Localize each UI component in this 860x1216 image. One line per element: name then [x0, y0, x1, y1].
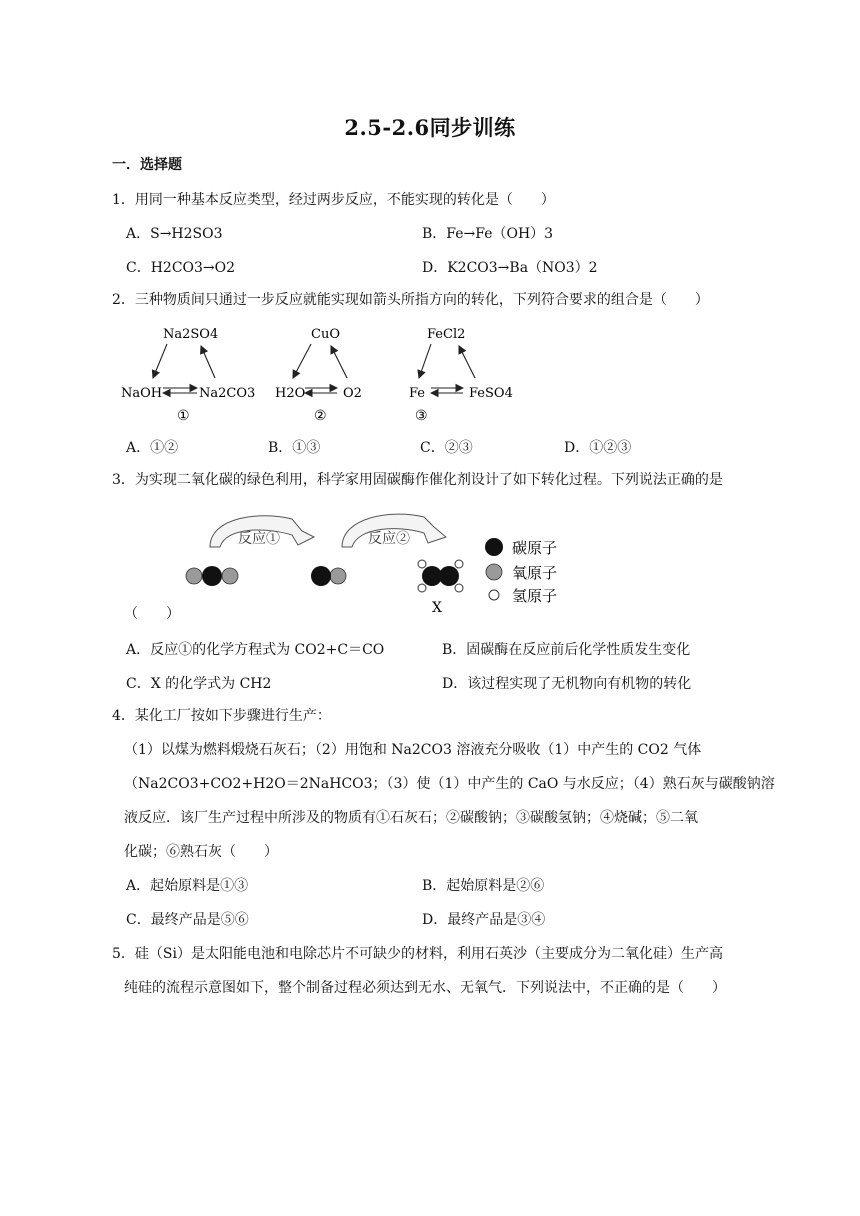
page-title: 2.5-2.6同步训练	[344, 115, 516, 140]
diagram-3-label: ③	[415, 408, 428, 424]
q3-reaction-figure	[180, 505, 580, 620]
q4-body-line-2: （Na2CO3+CO2+H2O＝2NaHCO3；（3）使（1）中产生的 CaO 与水反应；（4）熟石灰与碳酸钠溶	[124, 776, 775, 792]
q1-option-b: B．Fe→Fe（OH）3	[422, 226, 554, 242]
q1-stem: 1．用同一种基本反应类型，经过两步反应，不能实现的转化是（ ）	[112, 192, 555, 208]
reaction-2-label: 反应②	[368, 531, 410, 547]
q5-line-2: 纯硅的流程示意图如下，整个制备过程必须达到无水、无氧气．下列说法中，不正确的是（ ）	[124, 980, 726, 996]
diagram-2	[275, 327, 362, 424]
q2-stem: 2．三种物质间只通过一步反应就能实现如箭头所指方向的转化，下列符合要求的组合是（ ）	[112, 292, 709, 308]
diagram-2-top: CuO	[311, 327, 340, 342]
q4-option-b: B．起始原料是②⑥	[422, 878, 545, 894]
q2-option-b: B．①③	[268, 440, 321, 456]
q4-option-d: D．最终产品是③④	[422, 912, 546, 928]
q1-option-d: D．K2CO3→Ba（NO3）2	[422, 260, 598, 276]
q4-option-c: C．最终产品是⑤⑥	[126, 912, 249, 928]
diagram-3-top: FeCl2	[427, 327, 466, 342]
section-heading: 一．选择题	[112, 157, 182, 173]
co-molecule	[311, 566, 346, 586]
diagram-1-right: Na2CO3	[199, 386, 256, 401]
legend-oxygen: 氧原子	[512, 564, 558, 582]
q2-option-c: C．②③	[420, 440, 473, 456]
q2-option-d: D．①②③	[564, 440, 632, 456]
q4-stem: 4．某化工厂按如下步骤进行生产：	[112, 708, 331, 724]
diagram-3-left: Fe	[409, 386, 426, 401]
reaction-1-label: 反应①	[238, 531, 280, 547]
q2-diagrams	[115, 320, 535, 430]
diagram-1-left: NaOH	[121, 386, 163, 401]
q3-option-c: C．X 的化学式为 CH2	[126, 676, 272, 692]
diagram-1-label: ①	[177, 408, 190, 424]
reaction-1-arrow	[210, 516, 314, 547]
diagram-1	[121, 327, 255, 424]
q3-stem: 3．为实现二氧化碳的绿色利用，科学家用固碳酶作催化剂设计了如下转化过程。下列说法正确的是	[112, 472, 723, 488]
q1-option-c: C．H2CO3→O2	[126, 260, 236, 276]
reaction-2-arrow	[342, 514, 446, 547]
diagram-3	[409, 327, 513, 424]
legend	[485, 538, 557, 605]
x-molecule	[418, 560, 463, 616]
q4-body-line-3: 液反应．该厂生产过程中所涉及的物质有①石灰石；②碳酸钠；③碳酸氢钠；④烧碱；⑤二氧	[124, 810, 698, 826]
q3-option-b: B．固碳酶在反应前后化学性质发生变化	[442, 642, 691, 658]
legend-carbon: 碳原子	[512, 539, 558, 557]
diagram-2-left: H2O	[275, 386, 306, 401]
co2-molecule	[186, 566, 238, 586]
diagram-2-right: O2	[343, 386, 362, 401]
q2-option-a: A．①②	[126, 440, 179, 456]
q4-body-line-4: 化碳；⑥熟石灰（ ）	[124, 844, 278, 860]
q3-option-d: D．该过程实现了无机物向有机物的转化	[442, 676, 692, 692]
diagram-1-top: Na2SO4	[163, 327, 219, 342]
legend-hydrogen: 氢原子	[512, 587, 558, 605]
q3-option-a: A．反应①的化学方程式为 CO2+C＝CO	[126, 642, 385, 658]
q1-option-a: A．S→H2SO3	[126, 226, 223, 242]
q5-line-1: 5．硅（Si）是太阳能电池和电除芯片不可缺少的材料，利用石英沙（主要成分为二氧化硅）生产高	[112, 946, 723, 962]
q4-option-a: A．起始原料是①③	[126, 878, 249, 894]
x-label: X	[432, 600, 442, 616]
q4-body-line-1: （1）以煤为燃料煅烧石灰石；（2）用饱和 Na2CO3 溶液充分吸收（1）中产生的 CO2 气体	[124, 742, 702, 758]
diagram-2-label: ②	[314, 408, 327, 424]
q3-paren: （ ）	[124, 606, 180, 622]
diagram-3-right: FeSO4	[469, 386, 513, 401]
